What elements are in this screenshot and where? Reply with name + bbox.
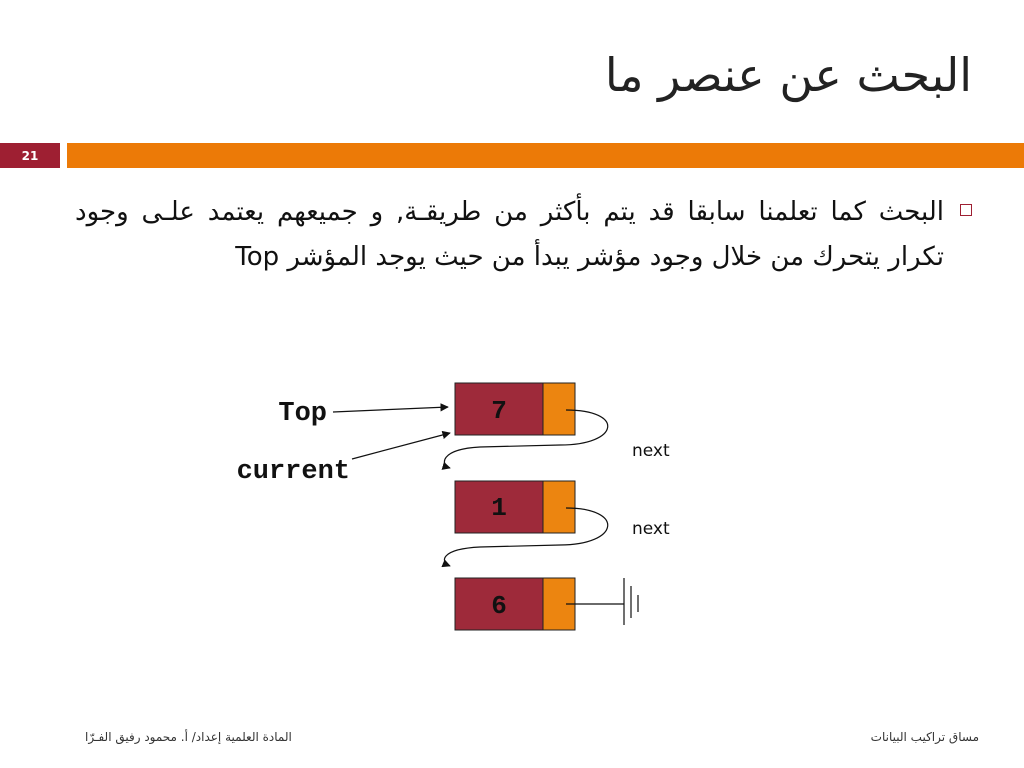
list-node [455, 383, 575, 435]
node-value: 6 [491, 591, 507, 621]
top-arrow [333, 407, 448, 412]
footer-author: المادة العلمية إعداد/ أ. محمود رفيق الفـرّا [85, 730, 292, 744]
node-pointer-cell [543, 481, 575, 533]
slide-title: البحث عن عنصر ما [604, 48, 972, 102]
current-arrow [352, 433, 450, 459]
next-label: next [632, 519, 670, 539]
footer-course: مساق تراكيب البيانات [870, 730, 979, 744]
null-pointer-icon [566, 578, 638, 625]
current-label: current [236, 457, 350, 487]
slide-number: 21 [0, 143, 60, 168]
node-value: 7 [491, 396, 507, 426]
list-node [455, 578, 575, 630]
bullet-text: البحث كما تعلمنا سابقا قد يتم بأكثر من طريقـة, و جميعهم يعتمد علـى وجود تكرار يتحرك من خلال وجود مؤشر يبدأ من حيث يوجد المؤشر Top [75, 197, 944, 272]
node-pointer-cell [543, 383, 575, 435]
next-label: next [632, 441, 670, 461]
list-node [455, 481, 575, 533]
node-value: 1 [491, 493, 507, 523]
top-label: Top [278, 399, 327, 429]
